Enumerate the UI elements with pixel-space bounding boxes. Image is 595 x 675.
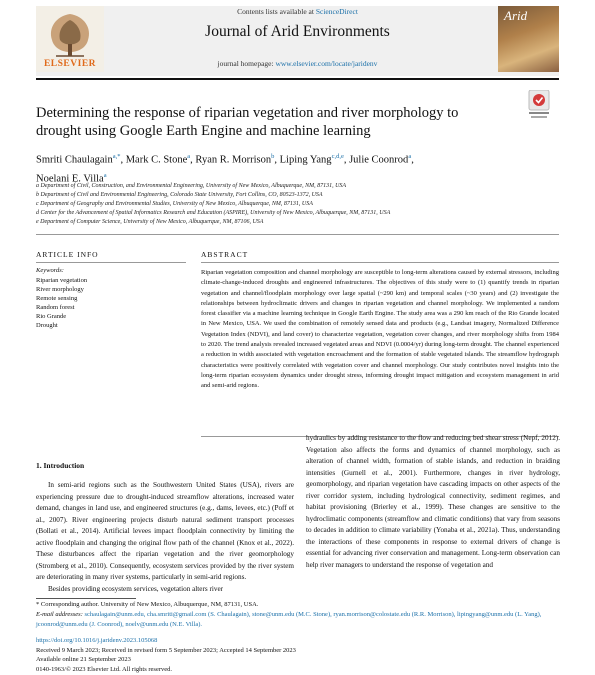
abstract-rule (201, 262, 559, 263)
homepage-line: journal homepage: www.elsevier.com/locate/jaridenv (217, 59, 378, 68)
affiliation-item: e Department of Computer Science, University of New Mexico, Albuquerque, NM, 87106, USA (36, 219, 264, 225)
author-sup[interactable]: a,* (112, 153, 121, 160)
author-name[interactable]: Smriti Chaulagain (36, 154, 113, 166)
author-sup[interactable]: a (408, 153, 412, 160)
copyright: 0140-1963/© 2023 Elsevier Ltd. All rights reserved. (36, 665, 172, 673)
keyword-item[interactable]: Rio Grande (36, 313, 67, 320)
email-addresses[interactable]: schaulagain@unm.edu, cha.smriti@gmail.com (S. Chaulagain), stone@unm.edu (M.C. Stone), ryan.morrison@colostate.edu (R.R. Morrison), lipingyang@unm.edu (L. Yang), jcoonrod@unm.edu (J. Coonrod), noelv@unm.edu (N.E. Villa). (36, 611, 542, 628)
footnotes (36, 600, 559, 630)
received-dates: Received 9 March 2023; Received in revised form 5 September 2023; Accepted 14 September 2023 (36, 646, 296, 654)
author-name[interactable]: Julie Coonrod (349, 154, 409, 166)
section-heading-introduction: 1. Introduction (36, 461, 85, 470)
body-column-left (36, 480, 294, 595)
keyword-item[interactable]: Riparian vegetation (36, 277, 88, 284)
abstract-text: Riparian vegetation composition and channel morphology are susceptible to long-term alterations caused by external stressors, including climate-change-induced droughts and engineered infrastructures. The objectives of this study were to (1) quantify trends in riparian vegetation and channel/floodplain morphology over large spatial (~290 km) and temporal scales (~30 years) and (2) investigate the relationships between hydroclimatic drivers and changes in riparian vegetation and channel morphology. We implemented a random forest classifier via a machine learning technique in Google Earth Engine. The study area was a 290 km reach of the Rio Grande located in New Mexico, USA. We used the combination of remotely sensed data and products (e.g., Landsat imagery, Normalized Difference Vegetation Index (NDVI), and land cover) to characterize vegetation, vegetation cover changes, and river morphology shifts from 1984 to 2020. The trend analysis revealed increased vegetated areas and NDVI (0.0004/yr) during long-term drought. The channel experienced a reduction in width associated with vegetation encroachment and the formation of stable vegetated islands. The streamflow hydrograph characteristics were positively correlated with vegetation cover and channel morphology. Our study contributes novel insights into the long-term riparian ecosystem dynamics under drought stress, informing drought impact mitigation and ecosystem management in arid and semi-arid regions. (201, 269, 559, 390)
journal-title: Journal of Arid Environments (205, 23, 390, 40)
article-title: Determining the response of riparian vegetation and river morphology to drought using Google Earth Engine and machine learning (36, 105, 459, 139)
corresponding-author-note: * Corresponding author. University of New Mexico, Albuquerque, NM, 87131, USA. (36, 601, 259, 608)
author-sup[interactable]: a (187, 153, 191, 160)
publisher-name: ELSEVIER (43, 59, 97, 69)
cover-word: Arid (504, 8, 528, 23)
sciencedirect-link[interactable]: ScienceDirect (315, 7, 358, 16)
author-name[interactable]: Mark C. Stone (125, 154, 188, 166)
affiliations (36, 182, 556, 227)
article-info-rule (36, 262, 186, 263)
body-paragraph: Besides providing ecosystem services, vegetation alters river (48, 584, 224, 593)
email-note (36, 610, 559, 630)
keywords-label: Keywords: (36, 267, 64, 274)
author-name[interactable]: Liping Yang (279, 154, 332, 166)
article-info-heading: ARTICLE INFO (36, 250, 99, 259)
footnote-rule (36, 598, 136, 599)
body-paragraph: In semi-arid regions such as the Southwestern United States (USA), rivers are experiencing pressure due to drought-induced streamflow alterations, increased water demand, changes in land use, and engineered structures (e.g., dams, levees, etc.) (Poff et al., 2007). River engineering projects disturb natural sediment transport processes (Bollati et al., 2014). Artificial levees impact floodplain connectivity by limiting the active floodplain and changing the original flow path of the channel (Knox et al., 2022). These disturbances affect the riparian vegetation and the river geomorphology (Stromberg et al., 2010). Consequently, ecosystem services provided by the river system are deteriorating in many river systems, particularly in semi-arid regions. (36, 481, 294, 581)
keyword-item[interactable]: River morphology (36, 286, 84, 293)
header-rule (36, 78, 559, 80)
author-sup[interactable]: a (103, 171, 107, 179)
author-name[interactable]: Ryan R. Morrison (195, 154, 272, 166)
affiliation-item: a Department of Civil, Construction, and Environmental Engineering, University of New Mexico, Albuquerque, NM, 87131, USA (36, 183, 347, 189)
author-sup[interactable]: c,d,e (331, 153, 344, 160)
email-label: E-mail addresses: (36, 611, 83, 618)
affiliation-item: c Department of Geography and Environmental Studies, University of New Mexico, Albuquerque, NM, 87131, USA (36, 201, 313, 207)
keyword-item[interactable]: Drought (36, 322, 58, 329)
body-column-right (306, 433, 560, 571)
journal-header (36, 6, 559, 76)
check-for-updates-icon[interactable] (527, 90, 551, 120)
keyword-item[interactable]: Random forest (36, 304, 75, 311)
abstract-heading: ABSTRACT (201, 250, 249, 259)
contents-line: Contents lists available at ScienceDirect (237, 7, 358, 16)
doi-link[interactable]: https://doi.org/10.1016/j.jaridenv.2023.105068 (36, 637, 158, 644)
homepage-link[interactable]: www.elsevier.com/locate/jaridenv (275, 59, 378, 68)
author-name[interactable]: Noelani E. Villa (36, 173, 104, 184)
affiliation-item: b Department of Civil and Environmental Engineering, Colorado State University, Fort Collins, CO, 80523-1372, USA (36, 192, 323, 198)
author-sup[interactable]: b (271, 153, 275, 160)
author-list: Smriti Chaulagain$^{a,*}$, Mark C. Stone$^a$, Ryan R. Morrison$^b$, Liping Yang$^{c,d,e}$, Julie Coonrod$^a$, Noelani E. Villa$^a$ (36, 153, 414, 184)
keyword-item[interactable]: Remote sensing (36, 295, 78, 302)
section-rule (36, 234, 559, 235)
article-meta (36, 636, 436, 674)
affiliation-item: d Center for the Advancement of Spatial Informatics Research and Education (ASPIRE), University of New Mexico, Albuquerque, NM, 87131, USA (36, 210, 391, 216)
body-paragraph: hydraulics by adding resistance to the flow and reducing bed shear stress (Nepf, 2012). Vegetation also affects the forms and dynamics of channel morphology, such as alteration of channel width, formation of stable islands, and reduction in braiding intensities (Gurnell et al., 2001). Furthermore, changes in river hydrology, geomorphology, and riparian vegetation have cascading impacts on other aspects of the river corridor system, including hydrological connectivity, sediment regimes, and habitat provisioning (Brierley et al., 1999). These changes are sensitive to the hydroclimatic components (streamflow and climatic conditions) that vary from seasons to decades in addition to climate variability (Yonaba et al., 2021a). Thus, understanding the interactions of these components in response to external drivers of change is essential for advancing river conservation and management. Long-term observation can help river managers to understand the response of vegetation and (306, 434, 560, 569)
online-date: Available online 21 September 2023 (36, 656, 131, 663)
